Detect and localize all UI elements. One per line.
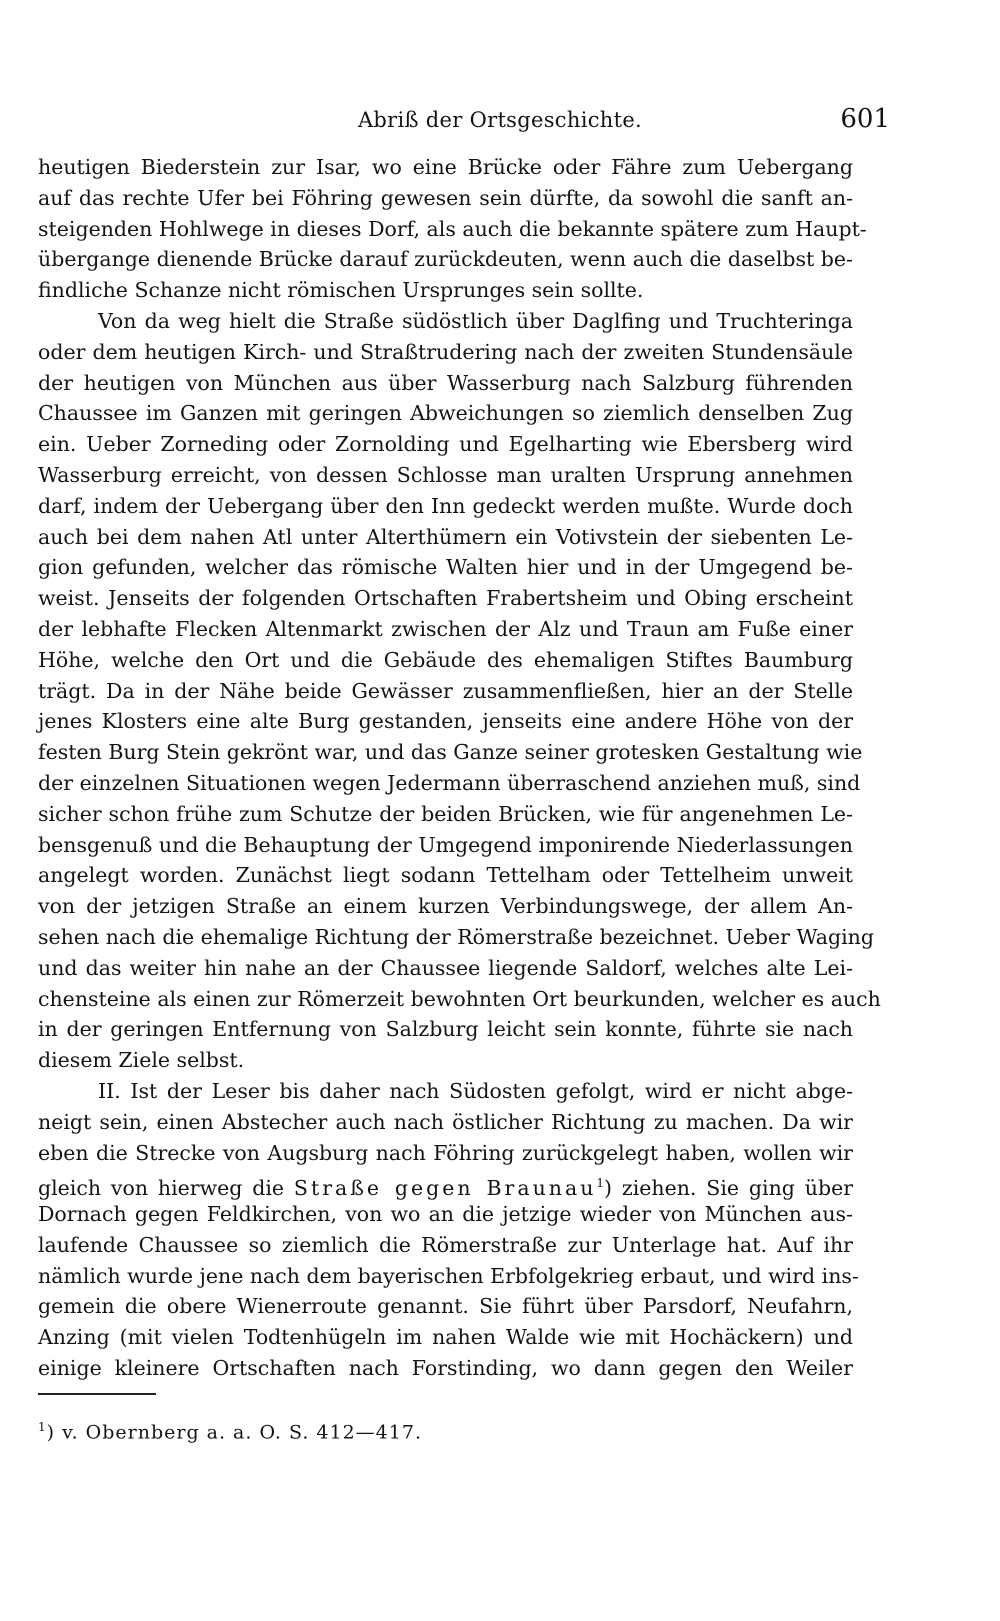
text-line: Von da weg hielt die Straße südöstlich über Daglfing und Truchteringa [98,308,853,333]
text-line: diesem Ziele selbst. [38,1048,245,1073]
text-line: weist. Jenseits der folgenden Ortschaften Frabertsheim und Obing erscheint [38,586,853,611]
text-line: gion gefunden, welcher das römische Walten hier und in der Umgegend be- [38,555,853,580]
text-line: und das weiter hin nahe an der Chaussee liegende Saldorf, welches alte Lei- [38,955,853,980]
text-line: Dornach gegen Feldkirchen, von wo an die jetzige wieder von München aus- [38,1202,853,1227]
footnote-text: ) v. Obernberg a. a. O. S. 412—417. [46,1421,422,1444]
text-line: von der jetzigen Straße an einem kurzen Verbindungswege, der allem An- [38,894,853,919]
page-number: 601 [840,104,890,134]
text-line: findliche Schanze nicht römischen Ursprunges sein sollte. [38,278,644,303]
text-line: Chaussee im Ganzen mit geringen Abweichungen so ziemlich denselben Zug [38,401,853,426]
text-line: bensgenuß und die Behauptung der Umgegend imponirende Niederlassungen [38,832,853,857]
footnote [38,1420,853,1443]
text-line: sehen nach die ehemalige Richtung der Römerstraße bezeichnet. Ueber Waging [38,924,874,949]
line-text: gleich von hierweg die [38,1176,294,1201]
text-line: übergange dienende Brücke darauf zurückdeuten, wenn auch die daselbst be- [38,247,853,272]
text-line: nämlich wurde jene nach dem bayerischen Erbfolgekrieg erbaut, und wird ins- [38,1263,859,1288]
text-line: in der geringen Entfernung von Salzburg leicht sein konnte, führte sie nach [38,1017,853,1042]
body-text [38,152,881,1384]
text-line: oder dem heutigen Kirch- und Straßtrudering nach der zweiten Stundensäule [38,339,853,364]
text-line-with-footnote-ref [38,1168,853,1199]
text-line: der heutigen von München aus über Wasserburg nach Salzburg führenden [38,370,853,395]
footnote-divider [38,1393,156,1395]
footnote-marker: 1 [38,1420,47,1434]
line-text: ) ziehen. Sie ging über [604,1176,854,1201]
text-line: trägt. Da in der Nähe beide Gewässer zusammenfließen, hier an der Stelle [38,678,853,703]
text-line: ein. Ueber Zorneding oder Zornolding und Egelharting wie Ebersberg wird [38,432,853,457]
text-line: festen Burg Stein gekrönt war, und das Ganze seiner grotesken Gestaltung wie [38,740,863,765]
text-line: Wasserburg erreicht, von dessen Schlosse man uralten Ursprung annehmen [38,462,853,487]
page-header [0,104,1000,144]
text-line: Anzing (mit vielen Todtenhügeln im nahen Walde wie mit Hochäckern) und [38,1325,853,1350]
text-line: auch bei dem nahen Atl unter Alterthümern ein Votivstein der siebenten Le- [38,524,853,549]
text-line: einige kleinere Ortschaften nach Forstinding, wo dann gegen den Weiler [38,1356,853,1381]
text-line: sicher schon frühe zum Schutze der beiden Brücken, wie für angenehmen Le- [38,801,853,826]
running-title: Abriß der Ortsgeschichte. [357,108,643,132]
spaced-emphasis: Straße gegen Braunau [293,1176,597,1201]
text-line: neigt sein, einen Abstecher auch nach östlicher Richtung zu machen. Da wir [38,1109,853,1134]
text-line: angelegt worden. Zunächst liegt sodann Tettelham oder Tettelheim unweit [38,863,853,888]
text-line: laufende Chaussee so ziemlich die Römerstraße zur Unterlage hat. Auf ihr [38,1232,853,1257]
text-line: der einzelnen Situationen wegen Jedermann überraschend anziehen muß, sind [38,770,861,795]
text-line: eben die Strecke von Augsburg nach Föhring zurückgelegt haben, wollen wir [38,1140,853,1165]
text-line: steigenden Hohlwege in dieses Dorf, als auch die bekannte spätere zum Haupt- [38,216,867,241]
text-line: darf, indem der Uebergang über den Inn gedeckt werden mußte. Wurde doch [38,493,853,518]
text-line: chensteine als einen zur Römerzeit bewohnten Ort beurkunden, welcher es auch [38,986,881,1011]
footnote-ref[interactable]: 1 [596,1176,605,1191]
text-line: jenes Klosters eine alte Burg gestanden, jenseits eine andere Höhe von der [38,709,853,734]
text-line: Höhe, welche den Ort und die Gebäude des ehemaligen Stiftes Baumburg [38,647,853,672]
text-line: auf das rechte Ufer bei Föhring gewesen sein dürfte, da sowohl die sanft an- [38,185,853,210]
text-line: heutigen Biederstein zur Isar, wo eine Brücke oder Fähre zum Uebergang [38,155,853,179]
text-line: II. Ist der Leser bis daher nach Südosten gefolgt, wird er nicht abge- [98,1078,853,1103]
text-line: der lebhafte Flecken Altenmarkt zwischen der Alz und Traun am Fuße einer [38,616,853,641]
text-line: gemein die obere Wienerroute genannt. Sie führt über Parsdorf, Neufahrn, [38,1294,853,1319]
